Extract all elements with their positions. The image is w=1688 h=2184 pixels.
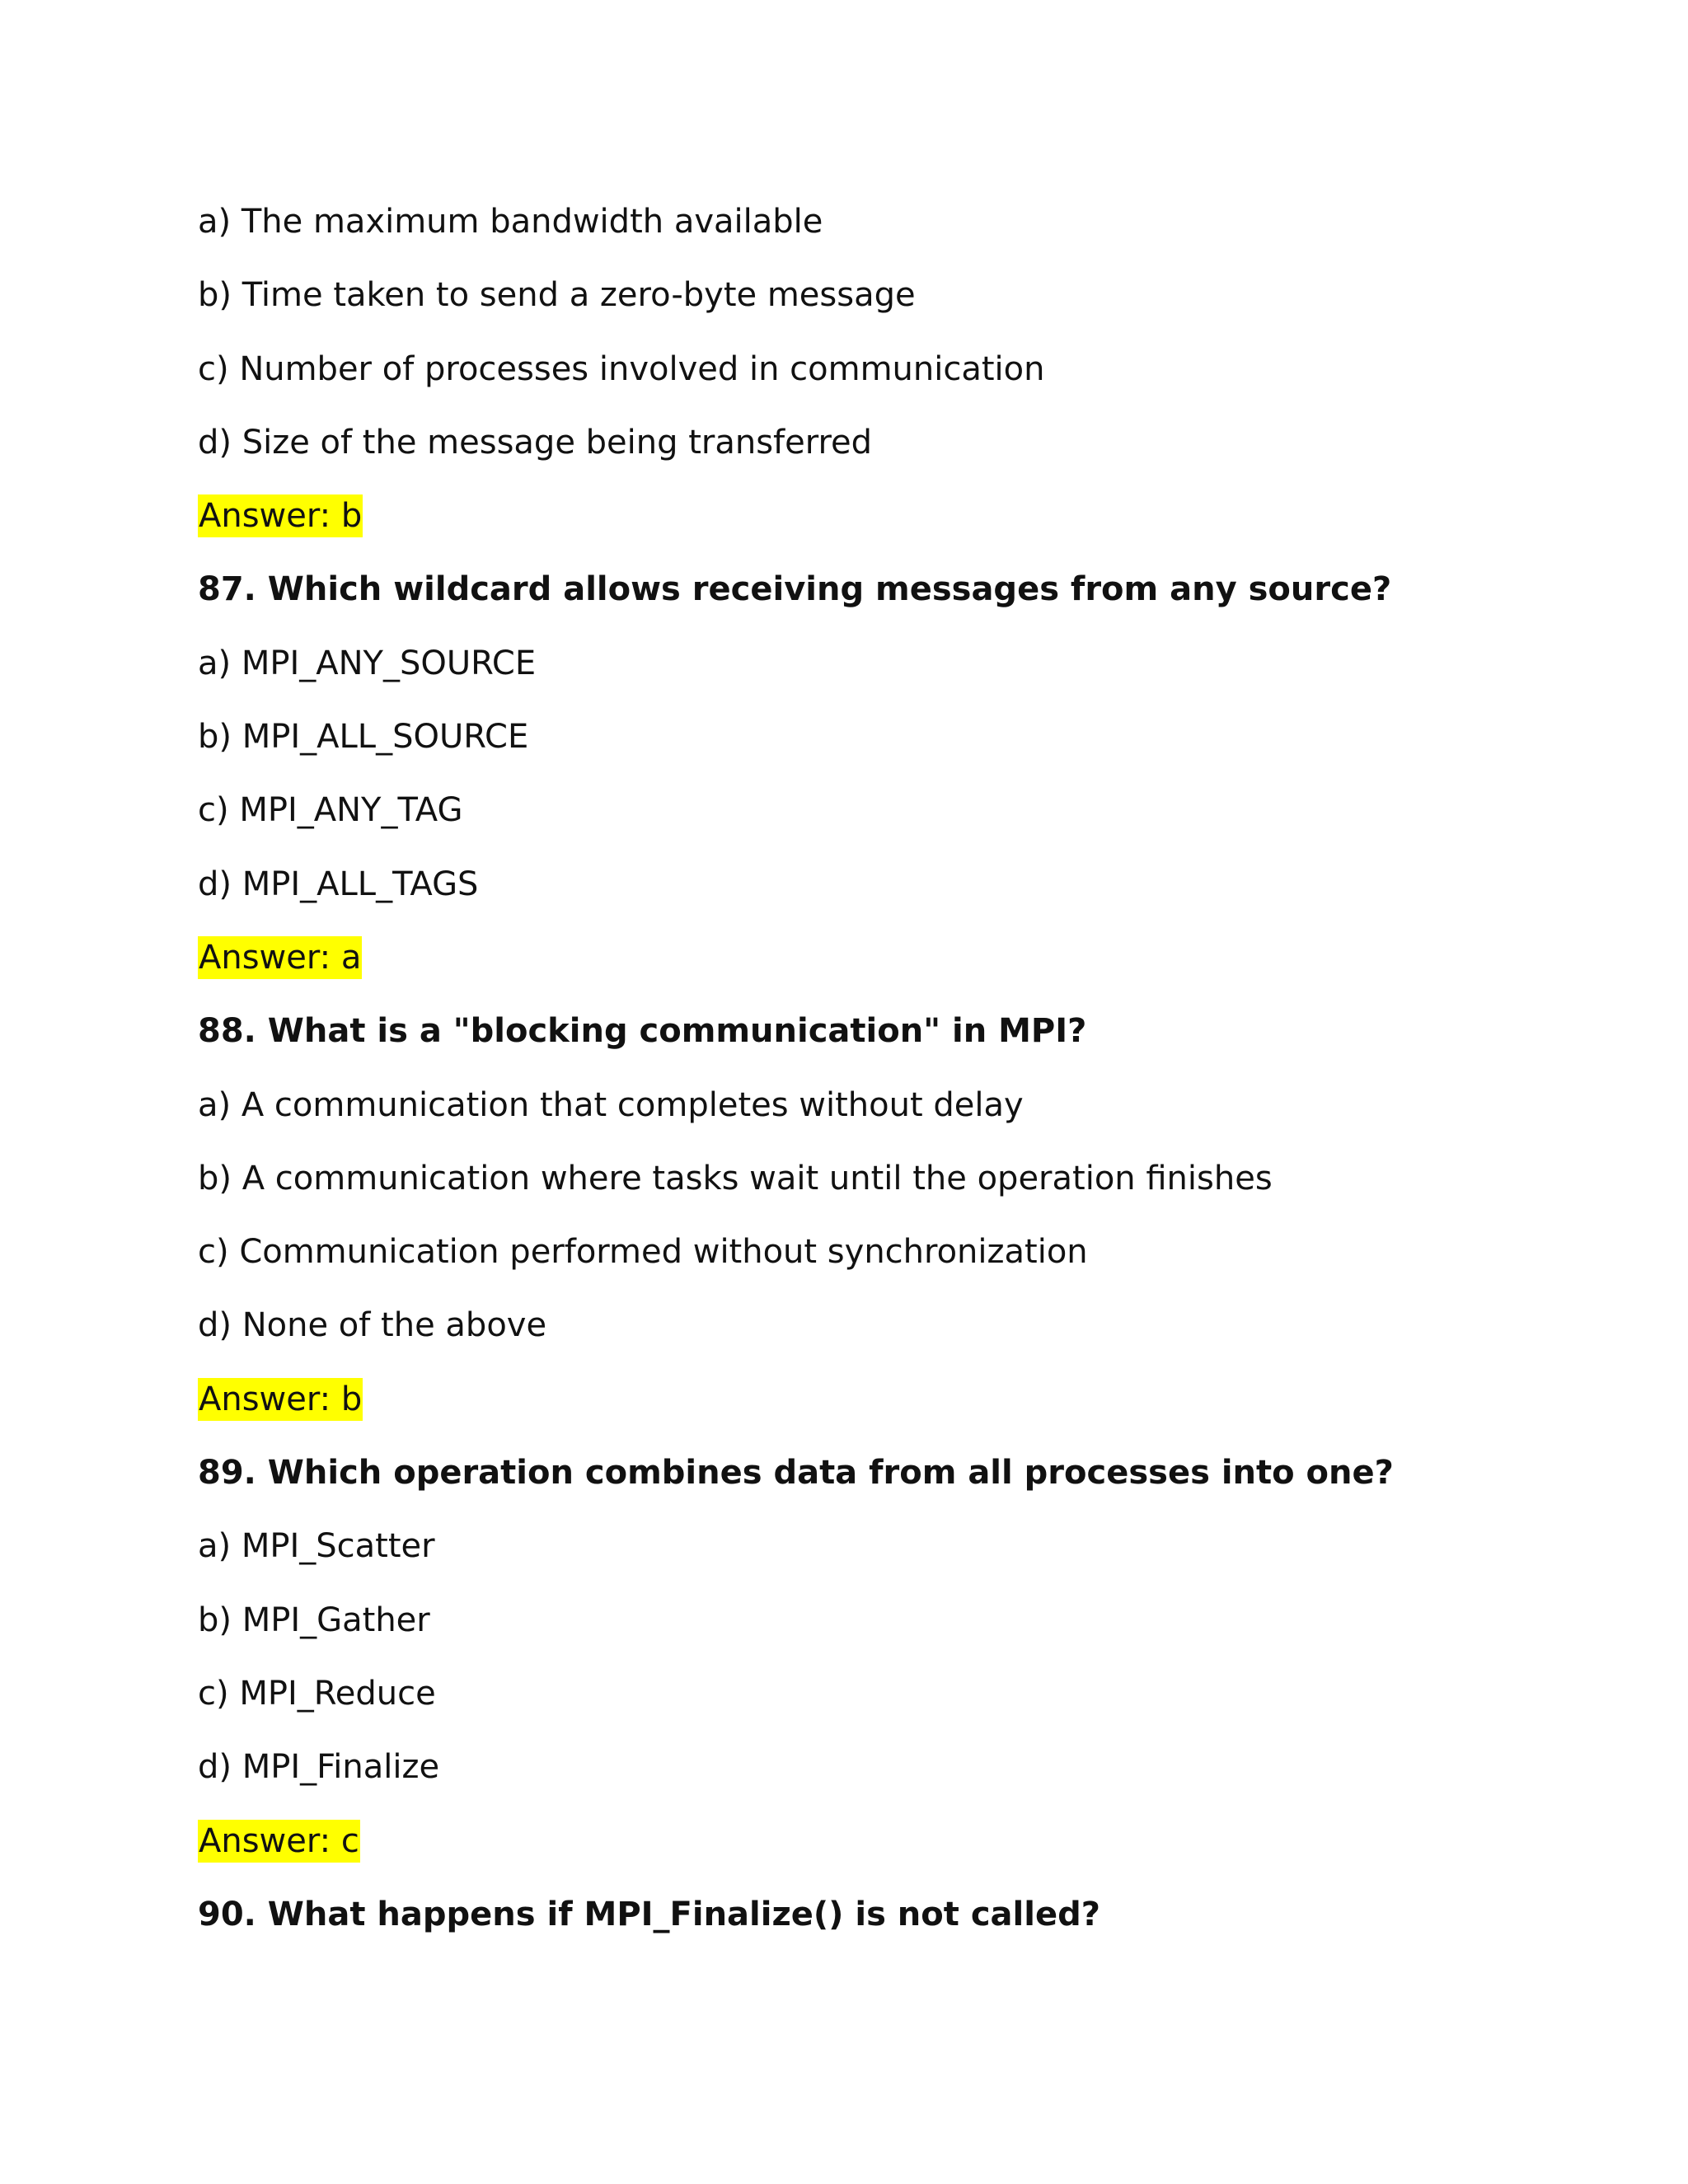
answer-highlight: Answer: b <box>198 494 363 537</box>
option-text: b) A communication where tasks wait until the operation finishes <box>198 1159 1273 1197</box>
question-heading <box>198 1010 1517 1083</box>
question-text: 89. Which operation combines data from all processes into one? <box>198 1454 1394 1493</box>
option-line <box>198 274 1517 347</box>
question-heading <box>198 1893 1517 1966</box>
option-line <box>198 1157 1517 1230</box>
answer-highlight: Answer: a <box>198 936 362 979</box>
option-line <box>198 1599 1517 1672</box>
option-text: c) MPI_ANY_TAG <box>198 791 463 830</box>
option-text: b) MPI_Gather <box>198 1601 430 1639</box>
option-line <box>198 642 1517 715</box>
option-line <box>198 863 1517 936</box>
option-line <box>198 1084 1517 1157</box>
option-text: d) MPI_Finalize <box>198 1748 440 1787</box>
question-text: 90. What happens if MPI_Finalize() is not called? <box>198 1895 1100 1933</box>
option-text: d) Size of the message being transferred <box>198 423 873 462</box>
option-text: d) None of the above <box>198 1306 547 1345</box>
option-text: a) MPI_Scatter <box>198 1527 435 1566</box>
answer-highlight: Answer: b <box>198 1378 363 1421</box>
answer-line <box>198 494 1517 568</box>
option-text: a) A communication that completes without delay <box>198 1085 1024 1124</box>
question-heading <box>198 568 1517 641</box>
option-text: a) MPI_ANY_SOURCE <box>198 644 537 682</box>
option-line <box>198 421 1517 494</box>
option-text: b) MPI_ALL_SOURCE <box>198 718 529 757</box>
option-text: c) Communication performed without synchronization <box>198 1233 1088 1272</box>
option-text: c) MPI_Reduce <box>198 1674 436 1713</box>
option-line <box>198 348 1517 421</box>
answer-highlight: Answer: c <box>198 1820 360 1863</box>
option-text: d) MPI_ALL_TAGS <box>198 865 479 903</box>
option-line <box>198 789 1517 862</box>
option-text: b) Time taken to send a zero-byte message <box>198 276 916 315</box>
document-body <box>198 200 1517 1966</box>
option-line <box>198 1525 1517 1598</box>
option-line <box>198 1746 1517 1819</box>
question-text: 87. Which wildcard allows receiving messages from any source? <box>198 570 1392 609</box>
answer-line <box>198 1378 1517 1451</box>
answer-line <box>198 1820 1517 1893</box>
question-text: 88. What is a "blocking communication" in MPI? <box>198 1012 1087 1051</box>
option-text: c) Number of processes involved in communication <box>198 349 1045 388</box>
option-line <box>198 1230 1517 1304</box>
option-line <box>198 200 1517 274</box>
question-heading <box>198 1451 1517 1525</box>
option-line <box>198 715 1517 789</box>
option-text: a) The maximum bandwidth available <box>198 203 823 241</box>
option-line <box>198 1304 1517 1377</box>
option-line <box>198 1672 1517 1746</box>
answer-line <box>198 936 1517 1010</box>
